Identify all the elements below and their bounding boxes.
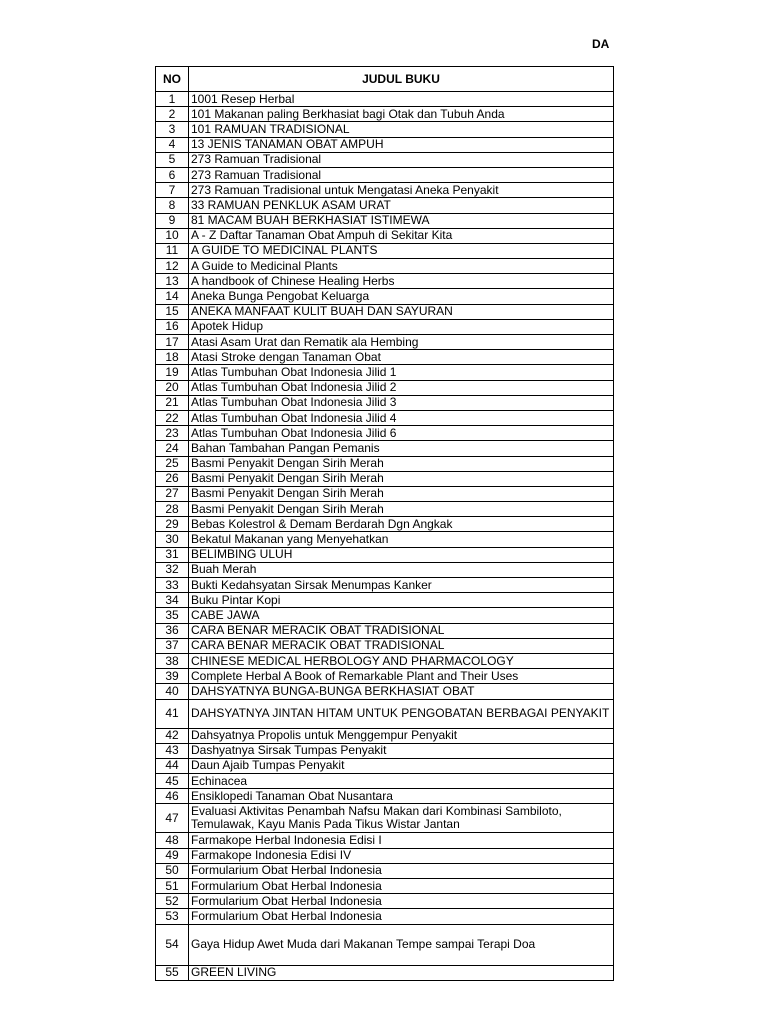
book-title: 273 Ramuan Tradisional	[189, 167, 614, 182]
row-number: 42	[156, 728, 189, 743]
row-number: 19	[156, 365, 189, 380]
table-row	[156, 122, 614, 137]
row-number: 37	[156, 638, 189, 653]
book-title: Complete Herbal A Book of Remarkable Plant and Their Uses	[189, 669, 614, 684]
table-row	[156, 92, 614, 107]
row-number: 46	[156, 789, 189, 804]
book-title: Evaluasi Aktivitas Penambah Nafsu Makan dari Kombinasi Sambiloto, Temulawak, Kayu Manis Pada Tikus Wistar Jantan	[189, 804, 614, 833]
book-title: CABE JAWA	[189, 608, 614, 623]
table-row	[156, 909, 614, 924]
book-title: Gaya Hidup Awet Muda dari Makanan Tempe sampai Terapi Doa	[189, 924, 614, 965]
book-title: Atlas Tumbuhan Obat Indonesia Jilid 2	[189, 380, 614, 395]
book-title: Bekatul Makanan yang Menyehatkan	[189, 532, 614, 547]
table-row	[156, 304, 614, 319]
row-number: 53	[156, 909, 189, 924]
row-number: 4	[156, 137, 189, 152]
row-number: 34	[156, 593, 189, 608]
table-row	[156, 623, 614, 638]
table-row	[156, 107, 614, 122]
table-row	[156, 243, 614, 258]
book-title: A Guide to Medicinal Plants	[189, 259, 614, 274]
row-number: 1	[156, 92, 189, 107]
table-row	[156, 608, 614, 623]
book-title: Formularium Obat Herbal Indonesia	[189, 863, 614, 878]
table-row	[156, 532, 614, 547]
table-row	[156, 965, 614, 980]
book-title: Farmakope Indonesia Edisi IV	[189, 848, 614, 863]
book-title: 33 RAMUAN PENKLUK ASAM URAT	[189, 198, 614, 213]
row-number: 30	[156, 532, 189, 547]
table-row	[156, 380, 614, 395]
row-number: 20	[156, 380, 189, 395]
row-number: 55	[156, 965, 189, 980]
row-number: 16	[156, 319, 189, 334]
book-title: Atlas Tumbuhan Obat Indonesia Jilid 1	[189, 365, 614, 380]
table-row	[156, 517, 614, 532]
book-title: Buku Pintar Kopi	[189, 593, 614, 608]
table-row	[156, 804, 614, 833]
table-row	[156, 350, 614, 365]
book-title: Formularium Obat Herbal Indonesia	[189, 879, 614, 894]
row-number: 10	[156, 228, 189, 243]
row-number: 9	[156, 213, 189, 228]
book-title: BELIMBING ULUH	[189, 547, 614, 562]
row-number: 51	[156, 879, 189, 894]
row-number: 48	[156, 833, 189, 848]
book-title: CARA BENAR MERACIK OBAT TRADISIONAL	[189, 638, 614, 653]
book-title: DAHSYATNYA JINTAN HITAM UNTUK PENGOBATAN BERBAGAI PENYAKIT	[189, 699, 614, 728]
row-number: 23	[156, 426, 189, 441]
table-row	[156, 638, 614, 653]
row-number: 14	[156, 289, 189, 304]
book-title: Apotek Hidup	[189, 319, 614, 334]
book-title: Atlas Tumbuhan Obat Indonesia Jilid 6	[189, 426, 614, 441]
book-title: A handbook of Chinese Healing Herbs	[189, 274, 614, 289]
book-title: Bebas Kolestrol & Demam Berdarah Dgn Angkak	[189, 517, 614, 532]
row-number: 47	[156, 804, 189, 833]
table-row	[156, 848, 614, 863]
book-title: Atlas Tumbuhan Obat Indonesia Jilid 4	[189, 410, 614, 425]
book-title: Atasi Asam Urat dan Rematik ala Hembing	[189, 335, 614, 350]
book-title: GREEN LIVING	[189, 965, 614, 980]
row-number: 52	[156, 894, 189, 909]
book-title: Atasi Stroke dengan Tanaman Obat	[189, 350, 614, 365]
book-title: Buah Merah	[189, 562, 614, 577]
table-row	[156, 335, 614, 350]
table-row	[156, 183, 614, 198]
row-number: 5	[156, 152, 189, 167]
table-row	[156, 728, 614, 743]
row-number: 18	[156, 350, 189, 365]
table-row	[156, 365, 614, 380]
table-row	[156, 426, 614, 441]
table-header-row	[156, 67, 614, 92]
row-number: 45	[156, 774, 189, 789]
table-row	[156, 593, 614, 608]
book-title: 101 Makanan paling Berkhasiat bagi Otak dan Tubuh Anda	[189, 107, 614, 122]
row-number: 22	[156, 410, 189, 425]
book-title: Basmi Penyakit Dengan Sirih Merah	[189, 486, 614, 501]
table-row	[156, 578, 614, 593]
table-row	[156, 863, 614, 878]
book-title: Basmi Penyakit Dengan Sirih Merah	[189, 471, 614, 486]
book-title: Daun Ajaib Tumpas Penyakit	[189, 758, 614, 773]
book-title: 81 MACAM BUAH BERKHASIAT ISTIMEWA	[189, 213, 614, 228]
table-row	[156, 774, 614, 789]
table-row	[156, 758, 614, 773]
table-row	[156, 289, 614, 304]
book-title: Formularium Obat Herbal Indonesia	[189, 909, 614, 924]
table-row	[156, 441, 614, 456]
book-title: Formularium Obat Herbal Indonesia	[189, 894, 614, 909]
book-title: Farmakope Herbal Indonesia Edisi I	[189, 833, 614, 848]
book-title: Bukti Kedahsyatan Sirsak Menumpas Kanker	[189, 578, 614, 593]
book-title: 1001 Resep Herbal	[189, 92, 614, 107]
book-title: 13 JENIS TANAMAN OBAT AMPUH	[189, 137, 614, 152]
table-row	[156, 669, 614, 684]
row-number: 54	[156, 924, 189, 965]
book-title: Echinacea	[189, 774, 614, 789]
row-number: 33	[156, 578, 189, 593]
table-row	[156, 137, 614, 152]
row-number: 50	[156, 863, 189, 878]
column-header-no: NO	[156, 67, 189, 92]
row-number: 24	[156, 441, 189, 456]
table-row	[156, 152, 614, 167]
row-number: 32	[156, 562, 189, 577]
book-title: Atlas Tumbuhan Obat Indonesia Jilid 3	[189, 395, 614, 410]
table-row	[156, 198, 614, 213]
row-number: 38	[156, 653, 189, 668]
book-title: 273 Ramuan Tradisional untuk Mengatasi Aneka Penyakit	[189, 183, 614, 198]
row-number: 28	[156, 502, 189, 517]
table-row	[156, 789, 614, 804]
table-row	[156, 562, 614, 577]
table-row	[156, 699, 614, 728]
row-number: 13	[156, 274, 189, 289]
row-number: 29	[156, 517, 189, 532]
book-title: Bahan Tambahan Pangan Pemanis	[189, 441, 614, 456]
page-corner-label: DA	[592, 37, 610, 51]
table-row	[156, 471, 614, 486]
book-title: 101 RAMUAN TRADISIONAL	[189, 122, 614, 137]
book-title: CHINESE MEDICAL HERBOLOGY AND PHARMACOLOGY	[189, 653, 614, 668]
row-number: 41	[156, 699, 189, 728]
row-number: 26	[156, 471, 189, 486]
row-number: 49	[156, 848, 189, 863]
book-title: Ensiklopedi Tanaman Obat Nusantara	[189, 789, 614, 804]
row-number: 25	[156, 456, 189, 471]
book-title: ANEKA MANFAAT KULIT BUAH DAN SAYURAN	[189, 304, 614, 319]
row-number: 40	[156, 684, 189, 699]
table-row	[156, 684, 614, 699]
row-number: 12	[156, 259, 189, 274]
book-title: 273 Ramuan Tradisional	[189, 152, 614, 167]
table-row	[156, 319, 614, 334]
row-number: 6	[156, 167, 189, 182]
row-number: 36	[156, 623, 189, 638]
row-number: 11	[156, 243, 189, 258]
table-row	[156, 653, 614, 668]
table-row	[156, 547, 614, 562]
table-row	[156, 167, 614, 182]
table-row	[156, 213, 614, 228]
row-number: 21	[156, 395, 189, 410]
table-row	[156, 879, 614, 894]
table-row	[156, 486, 614, 501]
row-number: 7	[156, 183, 189, 198]
row-number: 27	[156, 486, 189, 501]
column-header-title: JUDUL BUKU	[189, 67, 614, 92]
row-number: 2	[156, 107, 189, 122]
row-number: 39	[156, 669, 189, 684]
table-body	[156, 92, 614, 981]
table-row	[156, 259, 614, 274]
table-row	[156, 924, 614, 965]
table-row	[156, 228, 614, 243]
book-title: DAHSYATNYA BUNGA-BUNGA BERKHASIAT OBAT	[189, 684, 614, 699]
table-row	[156, 502, 614, 517]
book-list-table	[155, 66, 614, 981]
row-number: 35	[156, 608, 189, 623]
table-row	[156, 456, 614, 471]
table-row	[156, 274, 614, 289]
book-title: Dashyatnya Sirsak Tumpas Penyakit	[189, 743, 614, 758]
book-title: A - Z Daftar Tanaman Obat Ampuh di Sekitar Kita	[189, 228, 614, 243]
table-row	[156, 395, 614, 410]
row-number: 43	[156, 743, 189, 758]
book-title: Basmi Penyakit Dengan Sirih Merah	[189, 502, 614, 517]
table-row	[156, 894, 614, 909]
row-number: 15	[156, 304, 189, 319]
book-title: A GUIDE TO MEDICINAL PLANTS	[189, 243, 614, 258]
table-row	[156, 743, 614, 758]
row-number: 44	[156, 758, 189, 773]
row-number: 17	[156, 335, 189, 350]
row-number: 3	[156, 122, 189, 137]
book-title: Basmi Penyakit Dengan Sirih Merah	[189, 456, 614, 471]
table-row	[156, 410, 614, 425]
row-number: 31	[156, 547, 189, 562]
book-title: CARA BENAR MERACIK OBAT TRADISIONAL	[189, 623, 614, 638]
table-row	[156, 833, 614, 848]
row-number: 8	[156, 198, 189, 213]
book-title: Dahsyatnya Propolis untuk Menggempur Penyakit	[189, 728, 614, 743]
book-title: Aneka Bunga Pengobat Keluarga	[189, 289, 614, 304]
